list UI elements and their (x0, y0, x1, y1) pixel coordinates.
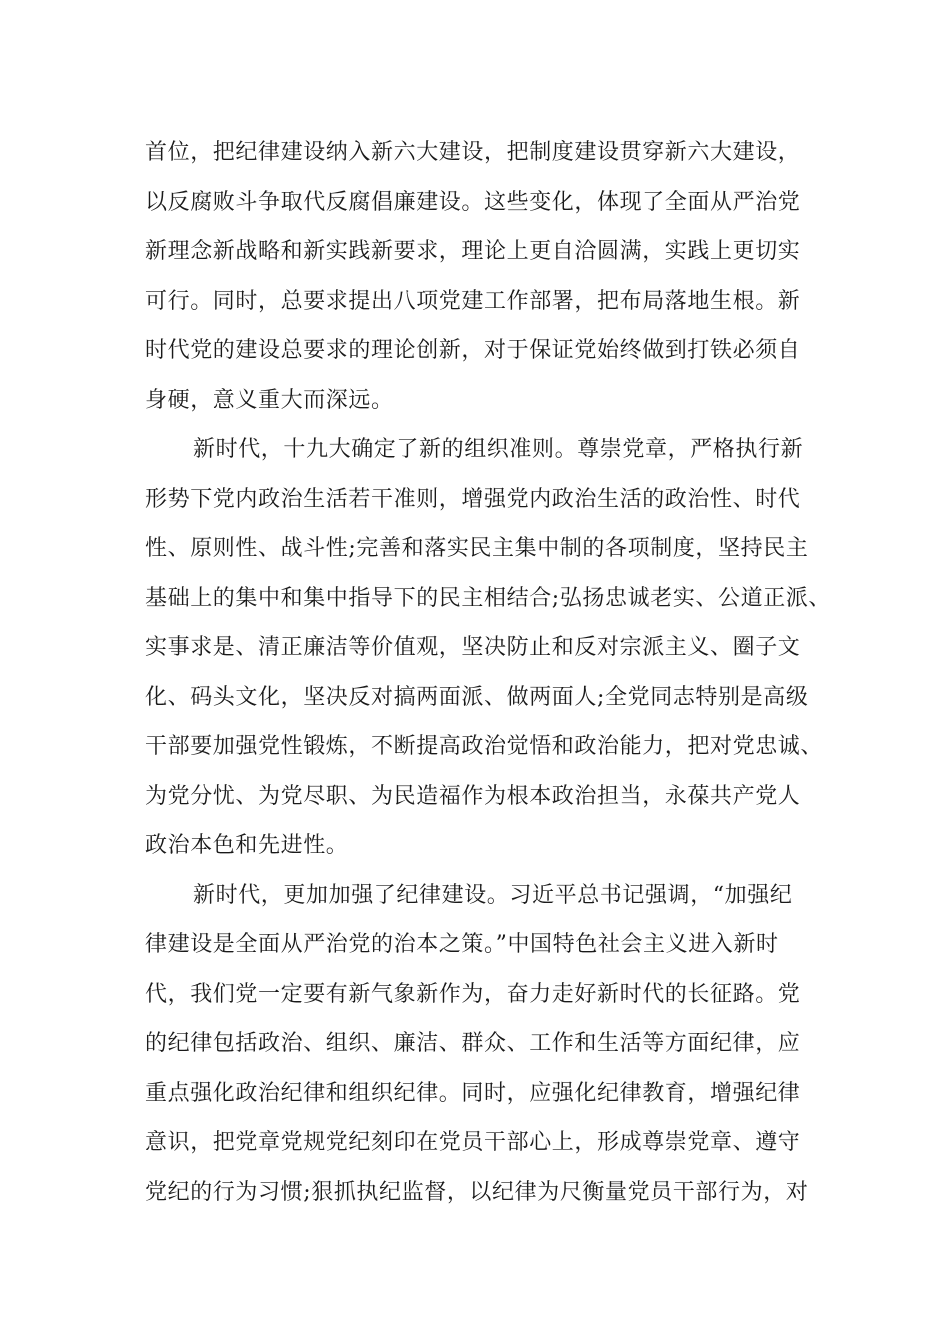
text-line: 首位，把纪律建设纳入新六大建设，把制度建设贯穿新六大建设， (145, 140, 801, 165)
text-line: 新时代，更加加强了纪律建设。习近平总书记强调，“加强纪 (193, 882, 793, 908)
text-line: 干部要加强党性锻炼，不断提高政治觉悟和政治能力，把对党忠诚、 (145, 734, 824, 759)
text-line: 代，我们党一定要有新气象新作为，奋力走好新时代的长征路。党 (145, 981, 801, 1007)
text-line: 意识，把党章党规党纪刻印在党员干部心上，形成尊崇党章、遵守 (145, 1130, 801, 1155)
text-line: 的纪律包括政治、组织、廉洁、群众、工作和生活等方面纪律，应 (145, 1031, 801, 1056)
text-line: 性、原则性、战斗性;完善和落实民主集中制的各项制度，坚持民主 (145, 536, 809, 561)
text-line: 实事求是、清正廉洁等价值观，坚决防止和反对宗派主义、圈子文 (145, 635, 801, 660)
text-line: 新时代，十九大确定了新的组织准则。尊崇党章，严格执行新 (193, 437, 804, 462)
text-line: 政治本色和先进性。 (145, 833, 349, 858)
text-line: 形势下党内政治生活若干准则，增强党内政治生活的政治性、时代 (145, 486, 801, 512)
body-text (145, 128, 835, 1217)
text-line: 化、码头文化，坚决反对搞两面派、做两面人;全党同志特别是高级 (145, 684, 809, 710)
text-line: 身硬，意义重大而深远。 (145, 387, 394, 413)
text-line: 新理念新战略和新实践新要求，理论上更自洽圆满，实践上更切实 (145, 239, 801, 264)
text-line: 时代党的建设总要求的理论创新，对于保证党始终做到打铁必须自 (145, 338, 801, 363)
text-line: 律建设是全面从严治党的治本之策。”中国特色社会主义进入新时 (145, 932, 779, 957)
text-line: 为党分忧、为党尽职、为民造福作为根本政治担当，永葆共产党人 (145, 783, 801, 809)
text-line: 重点强化政治纪律和组织纪律。同时，应强化纪律教育，增强纪律 (145, 1080, 801, 1106)
text-line: 以反腐败斗争取代反腐倡廉建设。这些变化，体现了全面从严治党 (145, 189, 801, 215)
text-line: 党纪的行为习惯;狠抓执纪监督，以纪律为尺衡量党员干部行为，对 (145, 1179, 809, 1205)
text-line: 基础上的集中和集中指导下的民主相结合;弘扬忠诚老实、公道正派、 (145, 585, 832, 611)
text-line: 可行。同时，总要求提出八项党建工作部署，把布局落地生根。新 (145, 288, 801, 314)
